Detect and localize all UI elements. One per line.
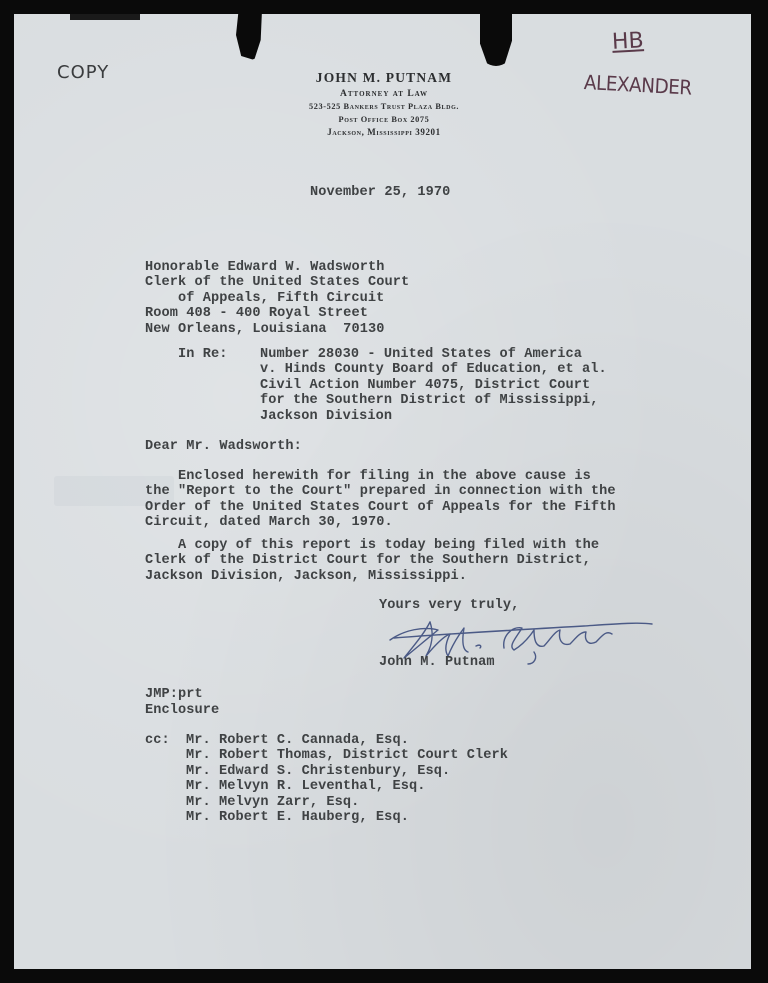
paper-tear [70, 14, 140, 20]
letterhead-name: JOHN M. PUTNAM [315, 70, 453, 85]
cc-recipient: Mr. Robert E. Hauberg, Esq. [186, 810, 409, 826]
cc-recipient: Mr. Edward S. Christenbury, Esq. [186, 763, 451, 779]
letterhead-title: Attorney at Law [340, 89, 428, 99]
letterhead [264, 70, 504, 139]
handwritten-name: ALEXANDER [583, 70, 693, 100]
binder-hole-left [236, 14, 262, 60]
body-paragraph-2 [145, 538, 599, 584]
letterhead-address-1: 523-525 Bankers Trust Plaza Bldg. [308, 102, 460, 111]
salutation: Dear Mr. Wadsworth: [145, 439, 302, 454]
cc-list [186, 733, 508, 825]
in-re-line: Number 28030 - United States of America [260, 347, 583, 362]
recipient-line: Clerk of the United States Court [145, 275, 410, 291]
cc-recipient: Mr. Robert Thomas, District Court Clerk [186, 748, 509, 764]
recipient-line: Room 408 - 400 Royal Street [145, 306, 368, 322]
paragraph-line: Clerk of the District Court for the Southern District, [145, 553, 591, 569]
handwritten-initials: HB [611, 28, 645, 55]
in-re-line: Jackson Division [260, 408, 393, 424]
binder-hole-right [480, 14, 512, 66]
paragraph-line: A copy of this report is today being filed with the [178, 538, 600, 553]
signer-name: John M. Putnam [379, 655, 495, 670]
copy-label: COPY [57, 62, 110, 83]
cc-recipient: Mr. Melvyn Zarr, Esq. [186, 794, 360, 810]
cc-label: cc: [145, 733, 170, 748]
in-re-line: v. Hinds County Board of Education, et al. [260, 362, 607, 378]
typist-initials: JMP:prt [145, 687, 203, 702]
enclosure-note: Enclosure [145, 703, 220, 718]
letter-page [14, 14, 751, 969]
letter-date: November 25, 1970 [310, 185, 451, 200]
paragraph-line: Jackson Division, Jackson, Mississippi. [145, 568, 468, 584]
body-paragraph-1 [145, 469, 616, 531]
closing: Yours very truly, [379, 598, 520, 613]
in-re-line: Civil Action Number 4075, District Court [260, 377, 591, 393]
cc-recipient: Mr. Robert C. Cannada, Esq. [186, 733, 409, 748]
recipient-address [145, 260, 409, 337]
letterhead-address-2: Post Office Box 2075 [338, 114, 430, 124]
cc-recipient: Mr. Melvyn R. Leventhal, Esq. [186, 779, 426, 795]
paragraph-line: Order of the United States Court of Appeals for the Fifth [145, 499, 616, 515]
in-re-line: for the Southern District of Mississippi, [260, 393, 599, 409]
letterhead-address-3: Jackson, Mississippi 39201 [327, 127, 441, 137]
paragraph-line: Enclosed herewith for filing in the above cause is [178, 469, 591, 484]
paragraph-line: the "Report to the Court" prepared in connection with the [145, 484, 616, 500]
paragraph-line: Circuit, dated March 30, 1970. [145, 515, 393, 531]
in-re-block [260, 347, 607, 424]
in-re-label: In Re: [178, 347, 228, 362]
recipient-line: New Orleans, Louisiana 70130 [145, 321, 385, 337]
recipient-line: Honorable Edward W. Wadsworth [145, 260, 385, 275]
recipient-line: of Appeals, Fifth Circuit [178, 290, 385, 306]
